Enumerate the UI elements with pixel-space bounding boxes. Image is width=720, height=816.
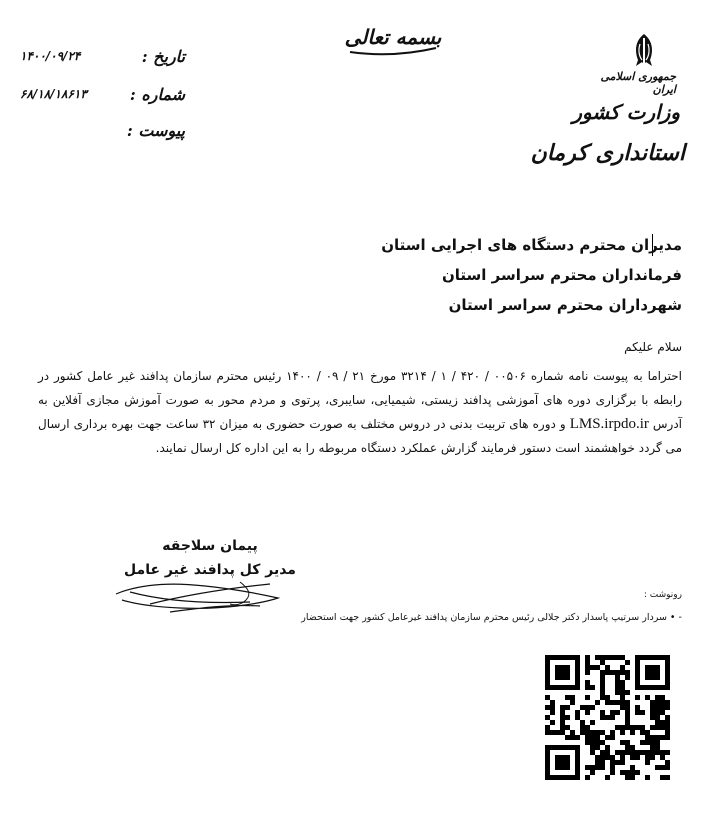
- number-value: ۶۸/۱۸/۱۸۶۱۳: [20, 87, 87, 101]
- date-row: [20, 44, 185, 68]
- recipient-line: مدیران محترم دستگاه های اجرایی استان: [381, 236, 682, 254]
- ministry-name: وزارت کشور: [572, 100, 680, 124]
- number-label: شماره :: [129, 84, 185, 104]
- governorate-name: استانداری کرمان: [530, 140, 685, 166]
- besmellah-text: بسمه تعالی: [344, 25, 442, 49]
- cc-label: رونوشت :: [643, 590, 682, 600]
- handwritten-signature: [110, 574, 285, 619]
- greeting: سلام علیکم: [624, 340, 682, 354]
- date-label: تاریخ :: [141, 46, 185, 66]
- qr-code-icon: [545, 655, 670, 780]
- signer-name: پیمان سلاجقه: [162, 538, 258, 554]
- recipient-line: فرمانداران محترم سراسر استان: [441, 266, 682, 284]
- letter-body: [38, 364, 682, 460]
- lms-link: LMS.irpdo.ir: [569, 416, 649, 432]
- recipient-line: شهرداران محترم سراسر استان: [448, 296, 682, 314]
- number-row: [20, 82, 185, 106]
- signer-title: مدیر کل پدافند غیر عامل: [124, 562, 296, 578]
- body-text-part: و دوره های تربیت بدنی در دروس مختلف به صورت حضوری به میزان ۳۲ ساعت جهت بهره برداری ارسال می گردد خواهشمند است دستور فرمایند گزارش عملکرد دستگاه مربوطه را به این اداره کل ارسال نمایند.: [38, 417, 682, 455]
- body-text-part: احتراما به پیوست نامه شماره ۰۰۵۰۶ / ۴۲۰ / ۱ / ۳۲۱۴ مورخ ۲۱ / ۰۹ / ۱۴۰۰ رئیس محترم سازمان پدافند غیر عامل کشور در رابطه با برگزاری دوره های آموزشی پدافند زیستی، شیمیایی، سایبری، پرتوی و مردم محور به صورت آموزش مجازی آفلاین به آدرس: [38, 369, 682, 431]
- besmellah-calligraphy: [338, 18, 448, 58]
- republic-label: جمهوری اسلامی ایران: [600, 70, 676, 96]
- attachment-row: [20, 118, 185, 142]
- attachment-label: پیوست :: [126, 120, 185, 140]
- iran-emblem-icon: [624, 30, 664, 70]
- date-value: ۱۴۰۰/۰۹/۲۴: [20, 49, 81, 63]
- cc-item: - • سردار سرتیپ پاسدار دکتر جلالی رئیس محترم سازمان پدافند غیرعامل کشور جهت استحضار: [301, 612, 682, 623]
